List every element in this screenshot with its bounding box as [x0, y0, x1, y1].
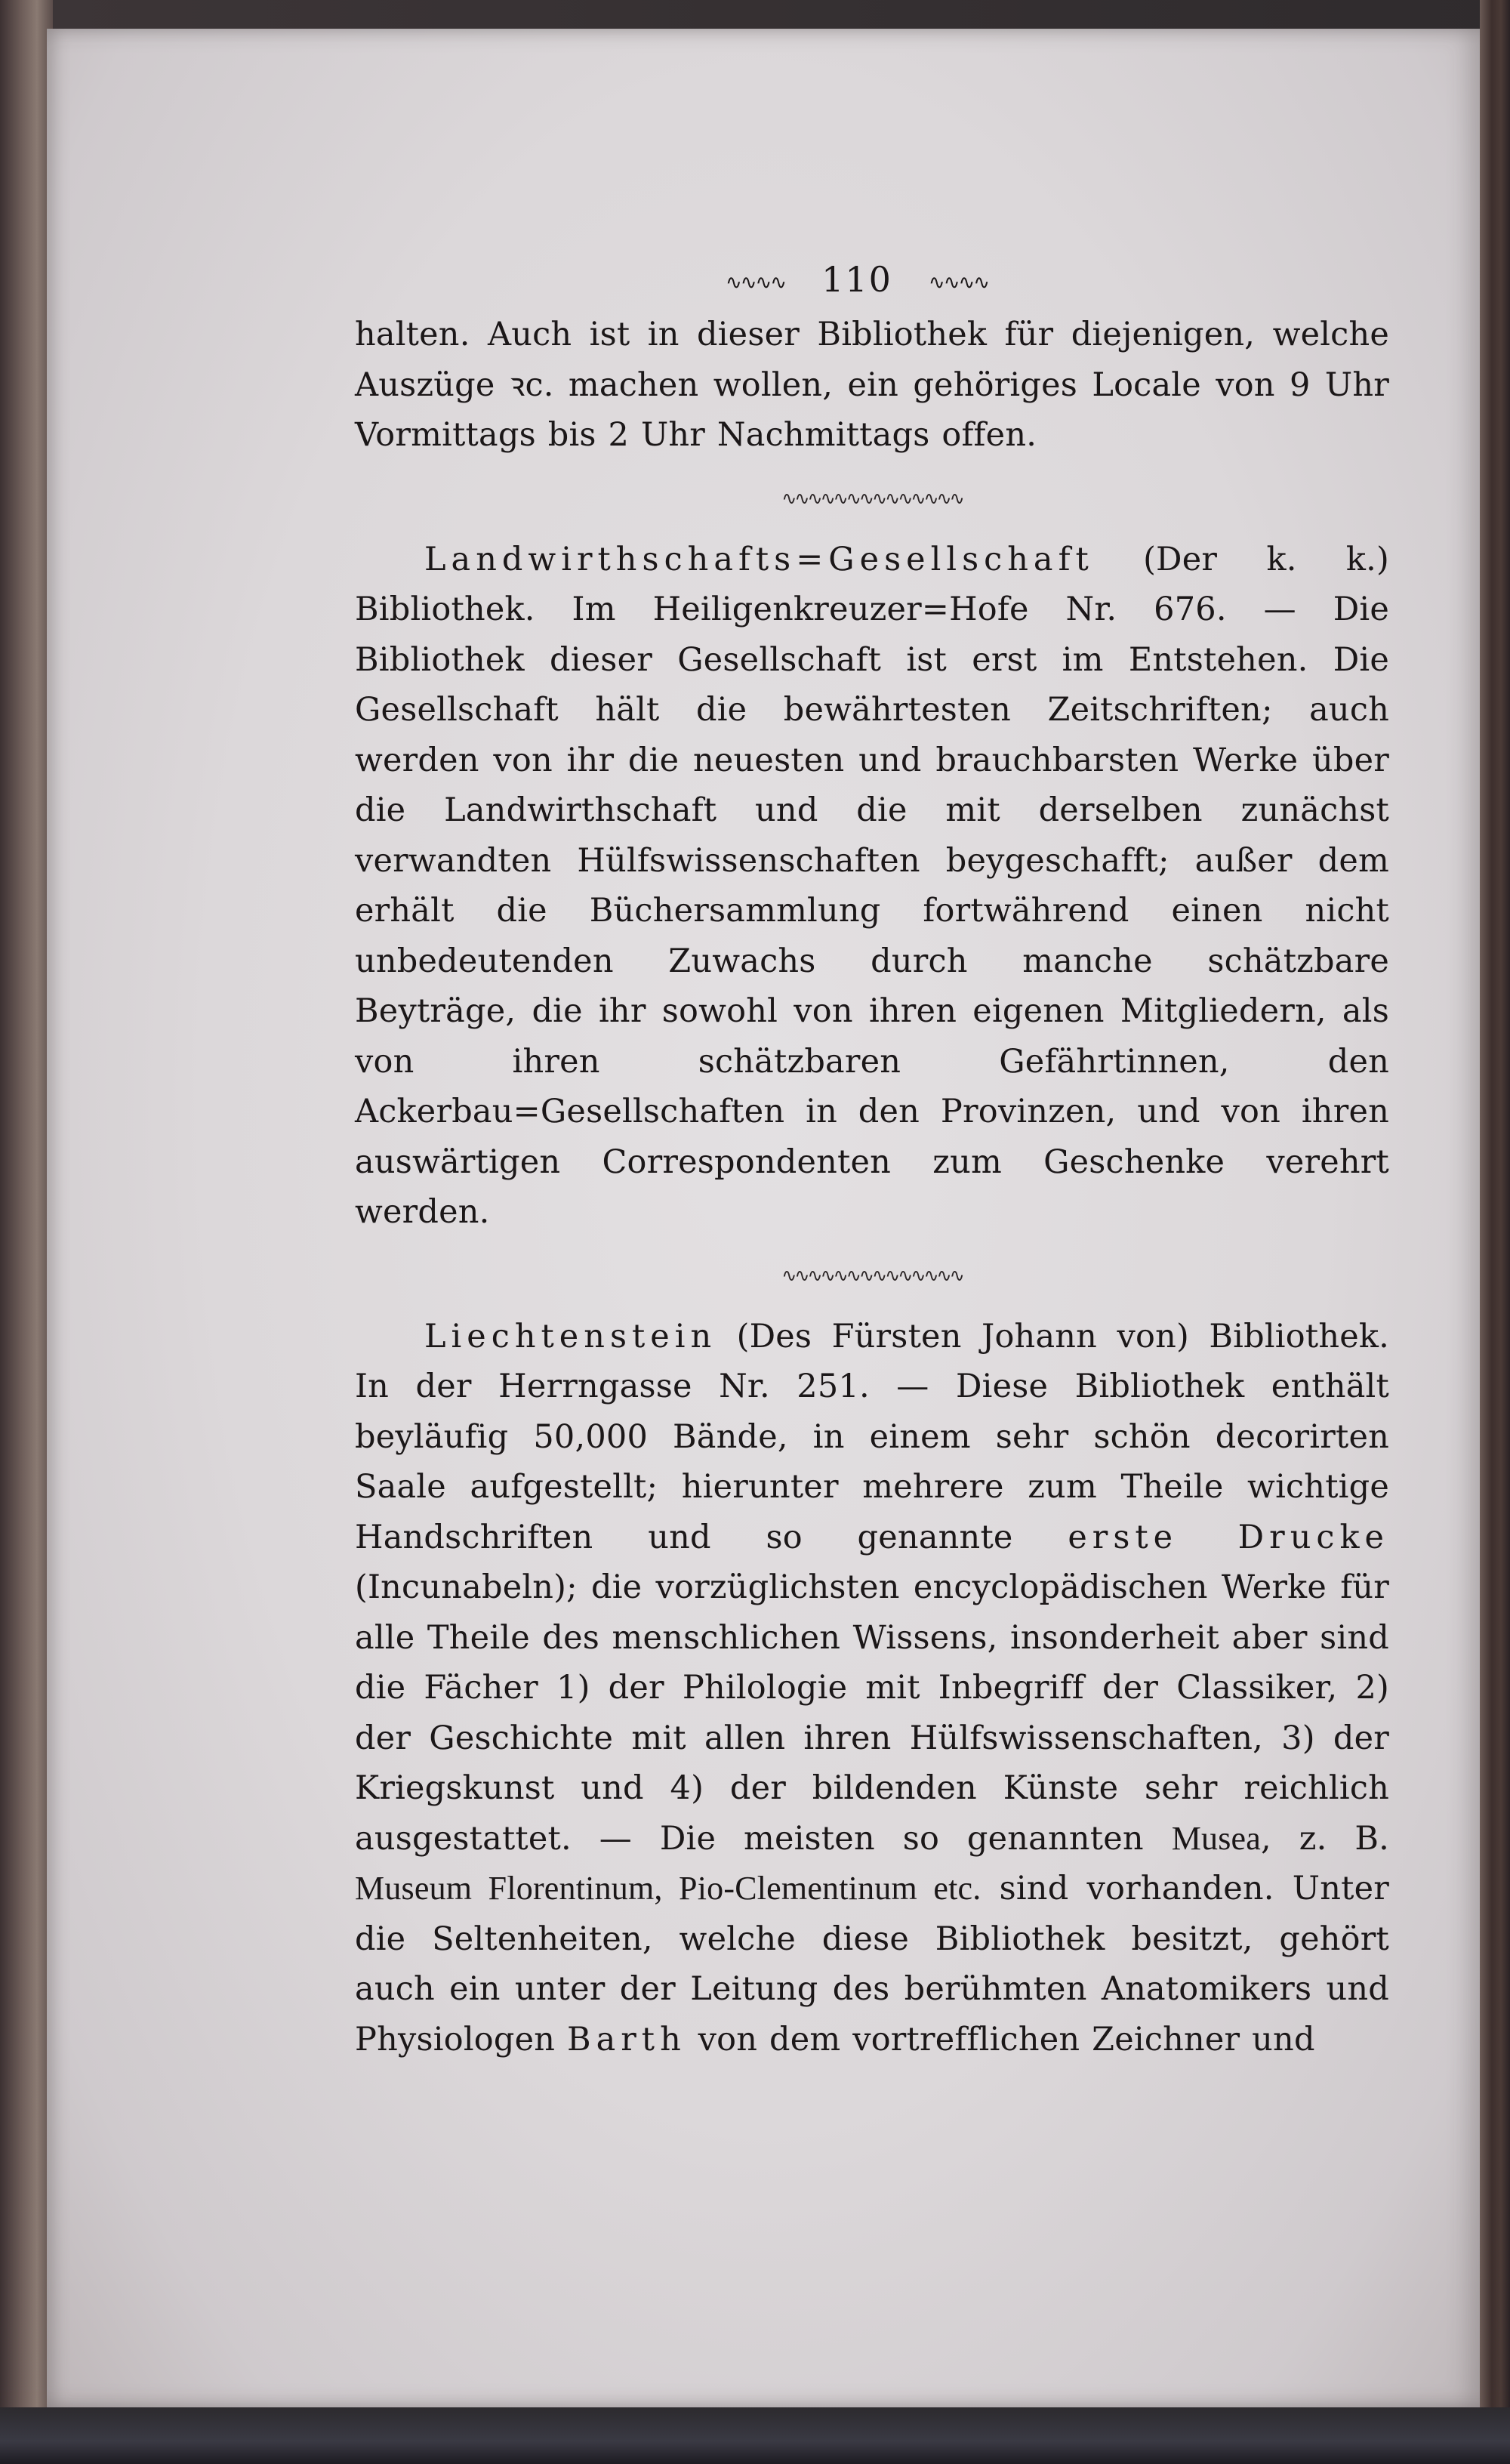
entry-text: von dem vortrefflichen Zeichner und — [686, 2020, 1315, 2058]
entry-heading: Liechtenstein — [424, 1317, 717, 1355]
emphasis-barth: Barth — [567, 2020, 686, 2058]
binding-right-edge — [1480, 0, 1510, 2464]
binding-left-edge — [0, 0, 53, 2464]
paragraph-continuation — [355, 310, 1389, 461]
entry-heading: Landwirthschafts=Gesellschaft — [424, 540, 1094, 578]
antiqua-museum-names: Museum Florentinum, Pio-Clementinum etc. — [355, 1870, 982, 1907]
page-number: 110 — [821, 259, 892, 300]
section-divider: ∿∿∿∿∿∿∿∿∿∿∿∿∿∿ — [781, 1264, 963, 1286]
text-line: halten. Auch ist in dieser Bibliothek für diejenigen, welche — [355, 316, 1389, 353]
entry-text: , z. B. — [1261, 1819, 1390, 1858]
page-text-block — [355, 249, 1389, 2065]
text-line: Auszüge ꝛc. machen wollen, ein gehöriges Locale von 9 Uhr — [355, 365, 1389, 404]
text-line: Vormittags bis 2 Uhr Nachmittags offen. — [355, 416, 1037, 454]
antiqua-musea: Musea — [1171, 1819, 1262, 1857]
section-divider: ∿∿∿∿∿∿∿∿∿∿∿∿∿∿ — [781, 487, 963, 509]
entry-liechtenstein — [355, 1312, 1389, 2065]
header-ornament-left: ∿∿∿∿ — [725, 271, 786, 295]
emphasis-erste-drucke: erste Drucke — [1068, 1518, 1389, 1556]
entry-text: sind vorhanden. Unter die Seltenheiten, welche diese Bibliothek besitzt, gehört auch ein unter der Leitung des berühmten Anatomikers und Physiologen — [355, 1870, 1389, 2058]
entry-text: (Incunabeln); die vorzüglichsten encyclopädischen Werke für alle Theile des menschlichen Wissens, insonderheit aber sind die Fächer 1) der Philologie mit Inbegriff der Classiker, 2) der Geschichte mit allen ihren Hülfswissenschaften, 3) der Kriegskunst und 4) der bildenden Künste sehr reichlich ausgestattet. — Die meisten so genannten — [355, 1568, 1389, 1858]
entry-text: (Des Fürsten Johann von) Bibliothek. In der Herrngasse Nr. 251. — Diese Bibliothek enthält beyläufig 50,000 Bände, in einem sehr schön decorirten Saale aufgestellt; hierunter mehrere zum Theile wichtige Handschriften und so genannte — [355, 1317, 1389, 1556]
header-ornament-right: ∿∿∿∿ — [928, 271, 989, 295]
entry-text: (Der k. k.) Bibliothek. Im Heiligenkreuzer=Hofe Nr. 676. — Die Bibliothek dieser Gesellschaft ist erst im Entstehen. Die Gesellschaft hält die bewährtesten Zeitschriften; auch werden von ihr die neuesten und brauchbarsten Werke über die Landwirthschaft und die mit derselben zunächst verwandten Hülfswissenschaften beygeschafft; außer dem erhält die Büchersammlung fortwährend einen nicht unbedeutenden Zuwachs durch manche schätzbare Beyträge, die ihr sowohl von ihren eigenen Mitgliedern, als von ihren schätzbaren Gefährtinnen, den Ackerbau=Gesellschaften in den Provinzen, und von ihren auswärtigen Correspondenten zum Geschenke verehrt werden. — [355, 540, 1389, 1231]
scan-background-bottom — [0, 2407, 1510, 2464]
page-header — [325, 249, 1389, 310]
entry-landwirthschaft — [355, 535, 1389, 1238]
